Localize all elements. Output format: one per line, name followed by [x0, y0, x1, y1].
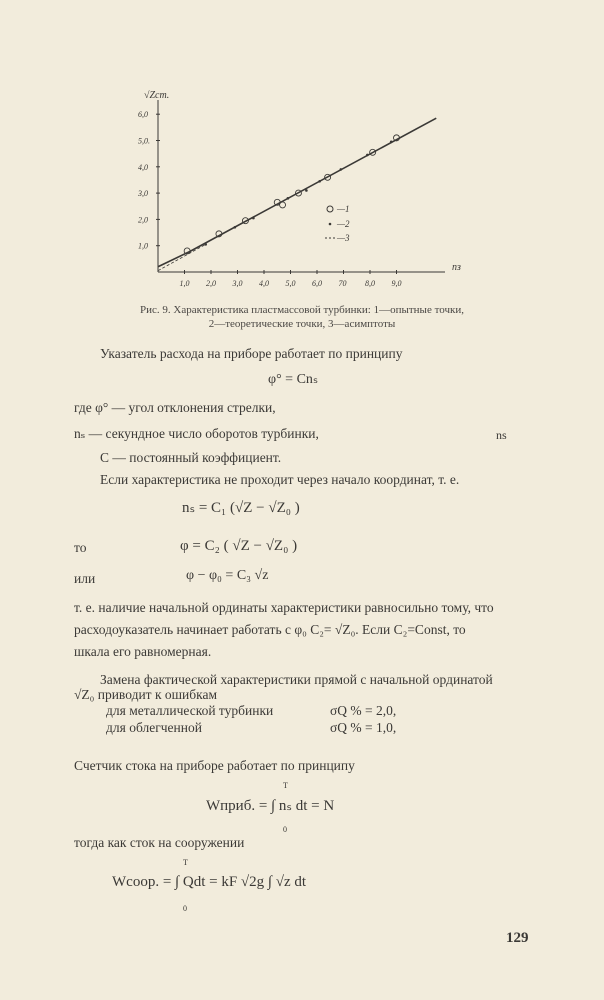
legend-label: —3 [337, 233, 350, 243]
y-tick-label: 1,0 [138, 241, 148, 251]
paragraph: т. е. наличие начальной ординаты характеристики равносильно тому, что [74, 600, 494, 615]
theoretical-point [234, 226, 237, 229]
y-tick-label: 6,0 [138, 110, 148, 120]
x-tick-label: 70 [338, 279, 347, 288]
error-label: для металлической турбинки [106, 703, 274, 718]
margin-note: ns [496, 428, 507, 442]
y-axis-label: √Zcm. [144, 90, 170, 101]
x-tick-label: 5,0 [285, 279, 296, 288]
figure-chart [0, 0, 604, 300]
theoretical-point [305, 189, 308, 192]
theoretical-point [287, 197, 290, 200]
theoretical-point [390, 141, 393, 144]
figure-caption-line-2: 2—теоретические точки, 3—асимптоты [208, 318, 396, 330]
x-tick-label: 4,0 [259, 279, 269, 288]
integral-lower-limit: 0 [283, 825, 287, 834]
figure-caption-line-1: Рис. 9. Характеристика пластмассовой турбинки: 1—опытные точки, [140, 304, 464, 316]
equation: φ − φ₀ = C₃ √z [186, 568, 269, 583]
x-tick-label: 6,0 [312, 279, 322, 288]
text-or: или [74, 571, 96, 586]
theoretical-point [204, 243, 207, 246]
x-tick-label: 3,0 [232, 279, 243, 288]
definition: C — постоянный коэффициент. [100, 450, 282, 465]
definition: где φ° — угол отклонения стрелки, [74, 400, 276, 415]
paragraph: Замена фактической характеристики прямой с начальной ординатой [100, 672, 493, 687]
legend-label: —1 [337, 204, 350, 214]
equation: nₛ = C₁ (√Z − √Z₀ ) [182, 500, 300, 516]
integral-upper-limit: T [183, 858, 188, 867]
error-value: σQ % = 2,0, [330, 703, 397, 718]
x-tick-label: 1,0 [179, 279, 190, 288]
experimental-point [280, 202, 286, 208]
y-tick-label: 5,0. [138, 136, 150, 146]
integral-upper-limit: T [283, 781, 288, 790]
paragraph: Счетчик стока на приборе работает по принципу [74, 758, 355, 773]
equation: Wсоор. = ∫ Qdt = kF √2g ∫ √z dt [112, 874, 307, 890]
integral-lower-limit: 0 [183, 904, 187, 913]
paragraph: тогда как сток на сооружении [74, 835, 245, 850]
theoretical-point [318, 180, 321, 183]
equation: φ = C₂ ( √Z − √Z₀ ) [180, 538, 298, 554]
theoretical-point [366, 154, 369, 157]
equation: Wприб. = ∫ nₛ dt = N [206, 798, 335, 814]
definition: nₛ — секундное число оборотов турбинки, [74, 426, 319, 441]
legend-marker-experimental [327, 206, 333, 212]
x-tick-label: 2,0 [206, 279, 216, 288]
x-tick-label: 9,0 [391, 279, 402, 288]
text-then: то [74, 540, 87, 555]
legend-marker-theoretical [329, 223, 332, 226]
paragraph: расходоуказатель начинает работать с φ₀ C₂= √Z₀. Если C₂=Const, то [74, 622, 466, 637]
theoretical-point [252, 217, 255, 220]
y-tick-label: 2,0 [138, 215, 148, 225]
paragraph: Если характеристика не проходит через начало координат, т. е. [100, 472, 460, 487]
page-number: 129 [506, 930, 529, 946]
paragraph: шкала его равномерная. [74, 644, 212, 659]
theoretical-point [340, 168, 343, 171]
asymptote-line [158, 244, 206, 270]
legend-label: —2 [337, 219, 350, 229]
error-value: σQ % = 1,0, [330, 720, 397, 735]
x-tick-label: 8,0 [365, 279, 375, 288]
error-label: для облегченной [106, 720, 202, 735]
equation: φ° = Cnₛ [268, 372, 319, 387]
x-axis-label: nз [452, 262, 461, 273]
paragraph: Указатель расхода на приборе работает по принципу [100, 346, 403, 361]
paragraph: √Z₀ приводит к ошибкам [74, 687, 218, 702]
y-tick-label: 4,0 [138, 162, 148, 172]
y-tick-label: 3,0 [138, 189, 148, 199]
